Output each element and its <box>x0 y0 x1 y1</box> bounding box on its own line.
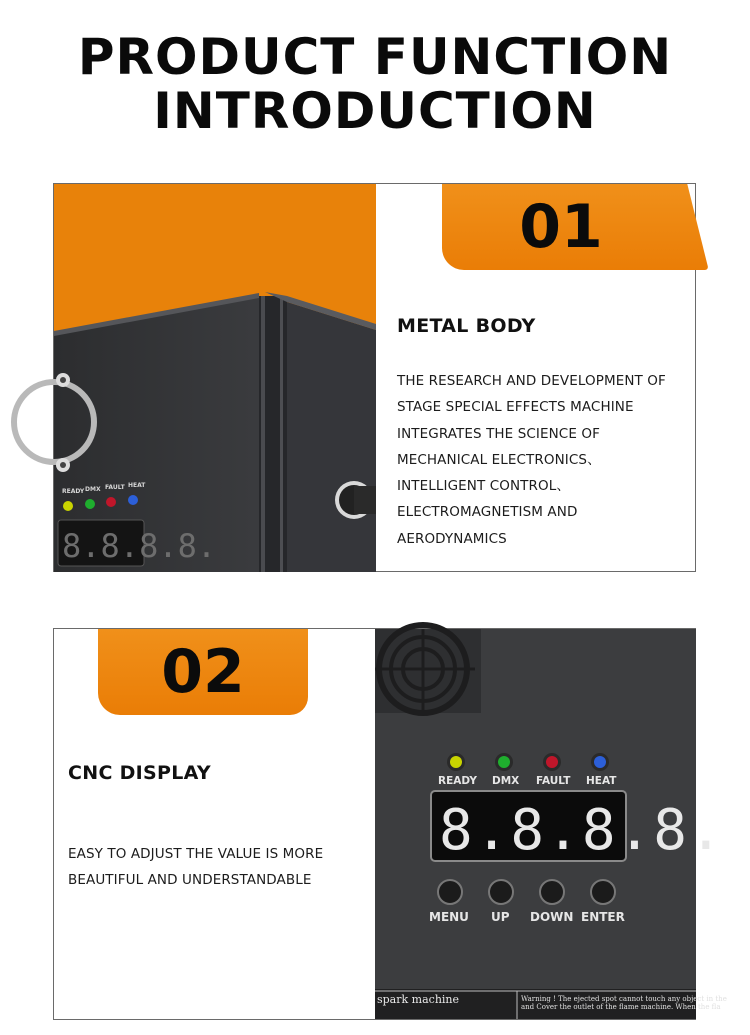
product-label-strip: spark machine <box>377 993 460 1006</box>
section-number-banner <box>98 629 308 715</box>
warning-label-line-1: Warning ! The ejected spot cannot touch any object in the <box>521 995 727 1003</box>
section-heading: METAL BODY <box>397 315 536 337</box>
led-label-ready: READY <box>438 775 477 787</box>
metal-body-product-image <box>54 184 376 572</box>
control-panel-illustration <box>375 629 725 1019</box>
description-line: ELECTROMAGNETISM AND <box>397 504 578 521</box>
section-description <box>68 841 368 894</box>
section-number: 02 <box>161 637 245 707</box>
description-line: AERODYNAMICS <box>397 530 507 547</box>
led-label-dmx: DMX <box>85 486 101 493</box>
led-label-heat: HEAT <box>586 775 617 787</box>
section-description <box>397 368 687 552</box>
button-label-enter: ENTER <box>581 910 625 924</box>
button-label-menu: MENU <box>429 910 469 924</box>
description-line: MECHANICAL ELECTRONICS、 <box>397 451 601 468</box>
section-number-banner <box>442 184 680 270</box>
warning-label-line-2: and Cover the outlet of the flame machine. When the fla <box>521 1003 721 1011</box>
led-label-fault: FAULT <box>105 484 125 491</box>
machine-body-illustration <box>54 184 376 572</box>
feature-card-cnc-display <box>53 628 727 1020</box>
svg-text:8.8.8.8.: 8.8.8.8. <box>62 527 217 565</box>
section-number: 01 <box>519 192 603 262</box>
led-label-fault: FAULT <box>536 775 571 787</box>
led-label-ready: READY <box>62 488 85 495</box>
led-label-dmx: DMX <box>492 775 520 787</box>
description-line: STAGE SPECIAL EFFECTS MACHINE <box>397 399 634 416</box>
button-label-up: UP <box>491 910 510 924</box>
description-line: INTEGRATES THE SCIENCE OF <box>397 425 600 442</box>
warning-label <box>521 995 727 1011</box>
page-title-line-1: PRODUCT FUNCTION <box>77 28 673 86</box>
section-heading: CNC DISPLAY <box>68 762 211 784</box>
description-line: EASY TO ADJUST THE VALUE IS MORE <box>68 846 324 862</box>
page-title-line-2: INTRODUCTION <box>153 82 597 140</box>
led-label-heat: HEAT <box>128 482 146 489</box>
svg-text:8.8.8.8.: 8.8.8.8. <box>439 798 725 863</box>
description-line: THE RESEARCH AND DEVELOPMENT OF <box>397 373 666 389</box>
description-line: INTELLIGENT CONTROL、 <box>397 478 570 495</box>
description-line: BEAUTIFUL AND UNDERSTANDABLE <box>68 872 312 889</box>
button-label-down: DOWN <box>530 910 574 924</box>
page-title <box>0 30 750 138</box>
cnc-display-product-image <box>375 629 727 1019</box>
feature-card-metal-body <box>53 183 696 572</box>
